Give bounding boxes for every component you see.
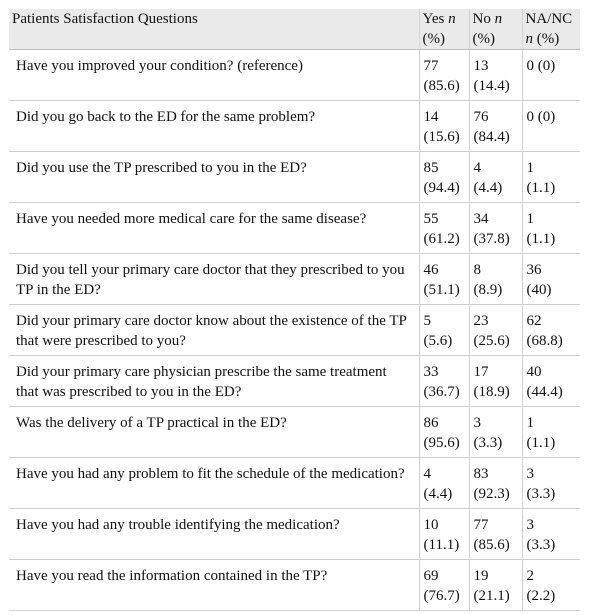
yes-percent: (11.1)	[423, 537, 460, 553]
na-percent: (44.4)	[526, 384, 563, 400]
yes-count: 4	[423, 466, 431, 482]
na-cell	[522, 254, 580, 305]
na-cell	[522, 458, 580, 509]
header-yes-n: n	[448, 11, 456, 27]
header-yes-label: Yes	[422, 11, 445, 27]
yes-cell	[419, 152, 469, 203]
na-count: 2	[526, 568, 534, 584]
table-row	[9, 101, 580, 152]
no-cell	[469, 305, 522, 356]
na-cell	[522, 407, 580, 458]
header-question	[9, 9, 419, 50]
yes-percent: (5.6)	[423, 333, 453, 349]
yes-count: 55	[423, 211, 439, 227]
table-row	[9, 152, 580, 203]
no-count: 4	[473, 160, 481, 176]
question-cell: Have you improved your condition? (reference)	[9, 50, 419, 101]
na-cell	[522, 305, 580, 356]
yes-cell	[419, 305, 469, 356]
na-count: 1	[526, 211, 534, 227]
question-cell: Have you had any trouble identifying the medication?	[9, 509, 419, 560]
yes-cell	[419, 458, 469, 509]
header-no-n: n	[494, 11, 503, 27]
yes-count: 10	[423, 517, 439, 533]
na-percent: (3.3)	[526, 486, 556, 502]
no-count: 34	[473, 211, 489, 227]
question-cell: Have you had any problem to fit the schedule of the medication?	[9, 458, 419, 509]
no-cell	[469, 101, 522, 152]
na-cell	[522, 203, 580, 254]
yes-cell	[419, 407, 469, 458]
yes-count: 5	[423, 313, 431, 329]
yes-cell	[419, 101, 469, 152]
yes-count: 86	[423, 415, 439, 431]
na-count: 0 (0)	[526, 109, 556, 125]
table-row	[9, 458, 580, 509]
header-na-label: NA/NC	[525, 11, 573, 27]
no-percent: (37.8)	[473, 231, 510, 247]
header-na-pct: (%)	[536, 31, 560, 47]
no-percent: (14.4)	[473, 78, 510, 94]
no-cell	[469, 356, 522, 407]
no-count: 76	[473, 109, 489, 125]
header-yes	[419, 9, 469, 50]
na-percent: (2.2)	[526, 588, 556, 604]
no-cell	[469, 560, 522, 611]
question-cell: Have you needed more medical care for the same disease?	[9, 203, 419, 254]
table-row	[9, 305, 580, 356]
yes-count: 46	[423, 262, 439, 278]
table-row	[9, 254, 580, 305]
na-count: 36	[526, 262, 542, 278]
no-count: 8	[473, 262, 481, 278]
table-row	[9, 50, 580, 101]
header-yes-pct: (%)	[422, 31, 445, 47]
na-count: 1	[526, 160, 534, 176]
na-percent: (1.1)	[526, 231, 556, 247]
no-percent: (25.6)	[473, 333, 510, 349]
yes-count: 33	[423, 364, 439, 380]
yes-percent: (36.7)	[423, 384, 460, 400]
question-cell: Did you go back to the ED for the same problem?	[9, 101, 419, 152]
na-percent: (68.8)	[526, 333, 563, 349]
table-header	[9, 9, 580, 50]
na-cell	[522, 509, 580, 560]
satisfaction-table	[9, 9, 580, 611]
question-cell: Was the delivery of a TP practical in the ED?	[9, 407, 419, 458]
na-percent: (3.3)	[526, 537, 556, 553]
yes-cell	[419, 509, 469, 560]
yes-cell	[419, 50, 469, 101]
yes-cell	[419, 254, 469, 305]
na-count: 3	[526, 466, 534, 482]
na-count: 3	[526, 517, 534, 533]
no-count: 17	[473, 364, 489, 380]
header-no-pct: (%)	[472, 31, 495, 47]
na-percent: (1.1)	[526, 180, 556, 196]
na-cell	[522, 152, 580, 203]
na-cell	[522, 560, 580, 611]
yes-count: 85	[423, 160, 439, 176]
no-percent: (18.9)	[473, 384, 510, 400]
question-cell: Have you read the information contained in the TP?	[9, 560, 419, 611]
table-body	[9, 50, 580, 611]
table-row	[9, 509, 580, 560]
na-cell	[522, 101, 580, 152]
question-cell: Did your primary care doctor know about the existence of the TP that were prescribed to you?	[9, 305, 419, 356]
header-na	[522, 9, 580, 50]
no-cell	[469, 458, 522, 509]
na-cell	[522, 356, 580, 407]
yes-count: 77	[423, 58, 439, 74]
no-cell	[469, 509, 522, 560]
yes-cell	[419, 356, 469, 407]
question-cell: Did you use the TP prescribed to you in the ED?	[9, 152, 419, 203]
yes-percent: (61.2)	[423, 231, 460, 247]
no-percent: (21.1)	[473, 588, 510, 604]
yes-percent: (76.7)	[423, 588, 460, 604]
no-cell	[469, 407, 522, 458]
na-percent: (40)	[526, 282, 552, 298]
no-cell	[469, 203, 522, 254]
table-row	[9, 356, 580, 407]
table-row	[9, 203, 580, 254]
header-row	[9, 9, 580, 50]
na-count: 40	[526, 364, 542, 380]
no-count: 19	[473, 568, 489, 584]
na-count: 0 (0)	[526, 58, 556, 74]
yes-percent: (85.6)	[423, 78, 460, 94]
yes-count: 14	[423, 109, 439, 125]
no-count: 83	[473, 466, 489, 482]
na-cell	[522, 50, 580, 101]
table-row	[9, 560, 580, 611]
na-count: 1	[526, 415, 534, 431]
no-percent: (3.3)	[473, 435, 503, 451]
yes-percent: (4.4)	[423, 486, 453, 502]
yes-count: 69	[423, 568, 439, 584]
no-count: 23	[473, 313, 489, 329]
header-question-label: Patients Satisfaction Questions	[12, 11, 198, 27]
header-na-n: n	[525, 31, 533, 47]
no-cell	[469, 50, 522, 101]
na-percent: (1.1)	[526, 435, 556, 451]
na-count: 62	[526, 313, 542, 329]
no-count: 77	[473, 517, 489, 533]
question-cell: Did your primary care physician prescribe the same treatment that was prescribed to you in the ED?	[9, 356, 419, 407]
yes-percent: (51.1)	[423, 282, 460, 298]
no-percent: (85.6)	[473, 537, 510, 553]
yes-cell	[419, 203, 469, 254]
table-row	[9, 407, 580, 458]
question-cell: Did you tell your primary care doctor that they prescribed to you TP in the ED?	[9, 254, 419, 305]
no-cell	[469, 152, 522, 203]
no-cell	[469, 254, 522, 305]
header-no-label: No	[472, 11, 491, 27]
yes-percent: (94.4)	[423, 180, 460, 196]
yes-cell	[419, 560, 469, 611]
header-no	[469, 9, 522, 50]
yes-percent: (95.6)	[423, 435, 460, 451]
no-percent: (4.4)	[473, 180, 503, 196]
no-percent: (84.4)	[473, 129, 510, 145]
no-percent: (92.3)	[473, 486, 510, 502]
no-count: 3	[473, 415, 481, 431]
no-count: 13	[473, 58, 489, 74]
no-percent: (8.9)	[473, 282, 503, 298]
yes-percent: (15.6)	[423, 129, 460, 145]
